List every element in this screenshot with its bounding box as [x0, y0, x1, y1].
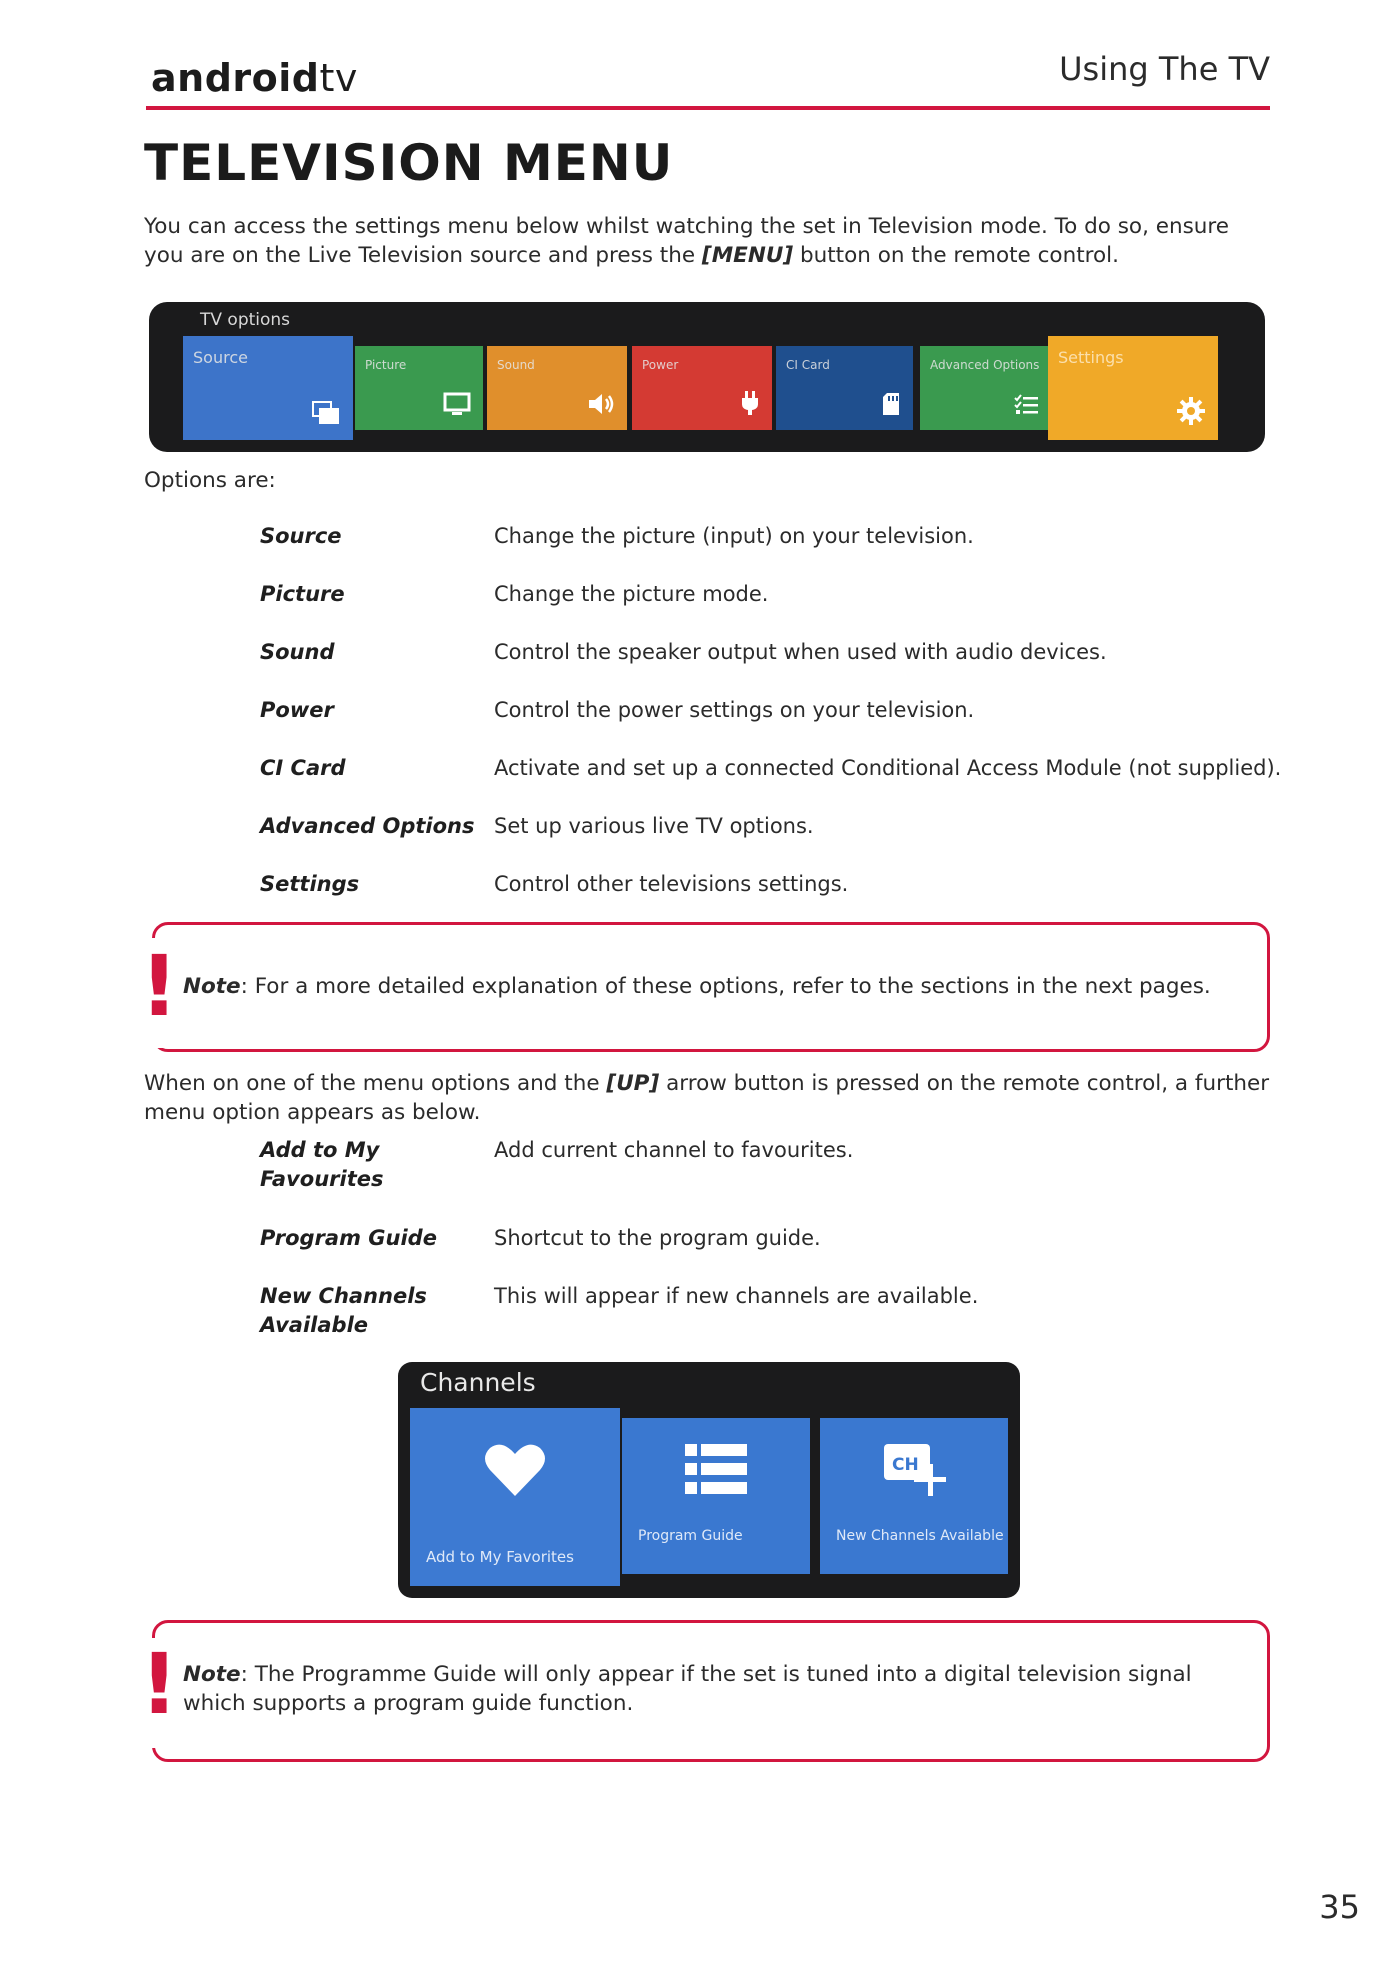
section-title: Using The TV	[1059, 50, 1270, 88]
tv-tile-ci-card[interactable]	[776, 346, 913, 430]
tile-label: Add to My Favorites	[426, 1548, 574, 1566]
channel-option-term	[260, 1282, 427, 1340]
channel-option-term: Program Guide	[260, 1226, 437, 1250]
tv-tile-advanced-options[interactable]	[920, 346, 1052, 430]
tile-label: Settings	[1058, 348, 1124, 367]
term-line: Favourites	[260, 1167, 384, 1191]
tile-label: Advanced Options	[930, 358, 1040, 372]
channel-tile-new-channels[interactable]	[820, 1418, 1008, 1574]
option-term: Power	[260, 698, 334, 722]
svg-text:CH: CH	[892, 1455, 919, 1475]
tv-tile-sound[interactable]	[487, 346, 627, 430]
term-line: Available	[260, 1313, 369, 1337]
guide-list-icon	[685, 1444, 747, 1498]
option-desc: Set up various live TV options.	[494, 814, 814, 838]
header-rule	[146, 106, 1270, 110]
page-number: 35	[1319, 1888, 1360, 1926]
option-desc: Control the speaker output when used with audio devices.	[494, 640, 1107, 664]
channel-option-term	[260, 1136, 384, 1194]
page-title: TELEVISION MENU	[144, 134, 674, 192]
option-desc: Change the picture (input) on your television.	[494, 524, 974, 548]
exclamation-icon: !	[140, 1635, 179, 1733]
tv-tile-power[interactable]	[632, 346, 772, 430]
sd-card-icon	[881, 392, 901, 422]
up-text-2: arrow button is pressed on the remote control, a further menu option appears as below.	[144, 1071, 1270, 1125]
term-line: Add to My	[260, 1138, 380, 1162]
option-desc: Activate and set up a connected Conditional Access Module (not supplied).	[494, 756, 1282, 780]
channels-title: Channels	[420, 1368, 536, 1397]
heart-icon	[484, 1442, 546, 1502]
note-body: : For a more detailed explanation of these options, refer to the sections in the next pages.	[240, 974, 1211, 999]
logo-text-light: tv	[319, 56, 358, 100]
channel-tile-favorites[interactable]	[410, 1408, 620, 1586]
note-1-text	[183, 972, 1243, 1001]
note-body: : The Programme Guide will only appear if the set is tuned into a digital television signal which supports a program guide function.	[183, 1662, 1192, 1716]
term-line: New Channels	[260, 1284, 427, 1308]
tile-label: CI Card	[786, 358, 830, 372]
options-intro: Options are:	[144, 468, 276, 493]
note-2-text	[183, 1660, 1233, 1718]
intro-text-2: button on the remote control.	[793, 243, 1119, 268]
list-icon	[1014, 394, 1040, 422]
intro-text-1: You can access the settings menu below whilst watching the set in Television mode. To do so, ensure you are on the Live Television source and press the	[144, 214, 1230, 268]
up-paragraph	[144, 1069, 1274, 1127]
plug-icon	[740, 390, 760, 422]
tv-tile-settings[interactable]	[1048, 336, 1218, 440]
tile-label: Program Guide	[638, 1528, 743, 1544]
channel-tile-program-guide[interactable]	[622, 1418, 810, 1574]
tile-label: Source	[193, 348, 248, 367]
option-term: Sound	[260, 640, 335, 664]
channel-option-desc: This will appear if new channels are available.	[494, 1284, 979, 1308]
menu-key: [MENU]	[701, 243, 794, 268]
note-label: Note	[183, 1662, 241, 1687]
gear-icon	[1176, 396, 1206, 432]
speaker-icon	[587, 392, 615, 422]
option-term: Source	[260, 524, 342, 548]
option-term: Picture	[260, 582, 345, 606]
tile-label: Sound	[497, 358, 535, 372]
option-term: Settings	[260, 872, 360, 896]
source-icon	[311, 400, 341, 432]
monitor-icon	[443, 392, 471, 422]
channel-option-desc: Shortcut to the program guide.	[494, 1226, 821, 1250]
up-key: [UP]	[606, 1071, 660, 1096]
tv-tile-picture[interactable]	[355, 346, 483, 430]
ch-plus-icon	[882, 1442, 948, 1502]
option-term: CI Card	[260, 756, 346, 780]
tv-options-title: TV options	[200, 310, 291, 330]
up-text-1: When on one of the menu options and the	[144, 1071, 607, 1096]
logo-text-bold: android	[151, 56, 320, 100]
option-desc: Control the power settings on your television.	[494, 698, 975, 722]
tile-label: New Channels Available	[836, 1528, 1004, 1544]
option-desc: Control other televisions settings.	[494, 872, 849, 896]
tv-tile-source[interactable]	[183, 336, 353, 440]
tile-label: Picture	[365, 358, 407, 372]
intro-paragraph	[144, 212, 1274, 270]
tile-label: Power	[642, 358, 679, 372]
option-term: Advanced Options	[260, 814, 475, 838]
exclamation-icon: !	[140, 937, 179, 1035]
note-label: Note	[183, 974, 241, 999]
android-tv-logo	[151, 56, 358, 100]
channel-option-desc: Add current channel to favourites.	[494, 1138, 854, 1162]
option-desc: Change the picture mode.	[494, 582, 769, 606]
